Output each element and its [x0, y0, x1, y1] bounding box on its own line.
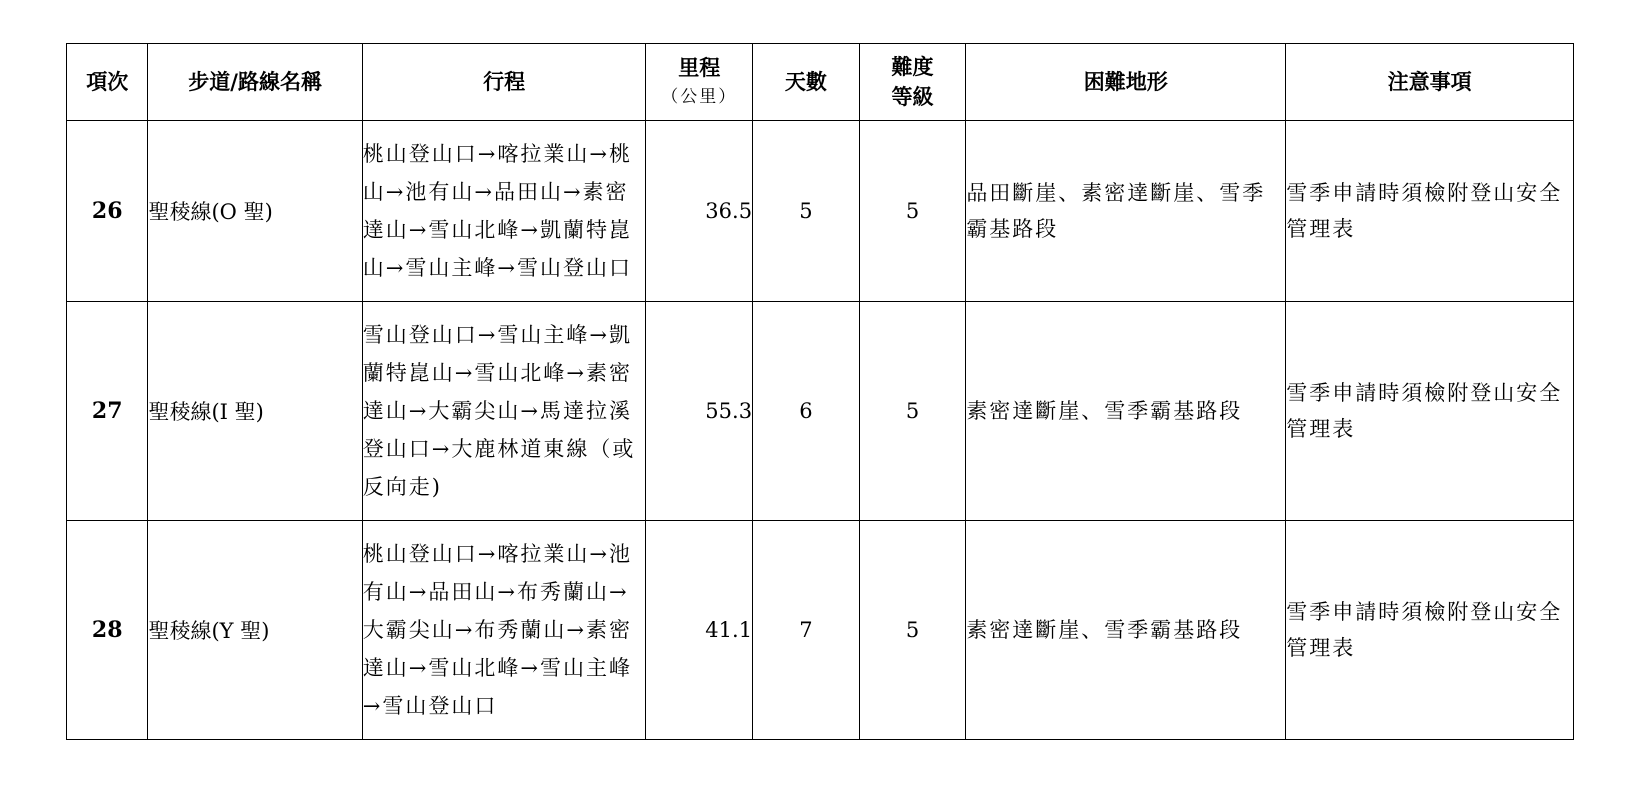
row-itinerary: 桃山登山口→喀拉業山→池有山→品田山→布秀蘭山→大霸尖山→布秀蘭山→素密達山→雪山北峰→雪山主峰→雪山登山口 — [362, 521, 646, 740]
header-notes: 注意事項 — [1286, 44, 1574, 121]
row-terrain: 素密達斷崖、雪季霸基路段 — [966, 521, 1286, 740]
row-days: 6 — [753, 302, 860, 521]
header-days: 天數 — [753, 44, 860, 121]
row-distance: 41.1 — [646, 521, 753, 740]
header-distance — [646, 44, 753, 121]
row-notes: 雪季申請時須檢附登山安全管理表 — [1286, 521, 1574, 740]
row-itinerary: 雪山登山口→雪山主峰→凱蘭特崑山→雪山北峰→素密達山→大霸尖山→馬達拉溪登山口→大鹿林道東線（或反向走) — [362, 302, 646, 521]
header-row — [67, 44, 1574, 121]
table-row — [67, 521, 1574, 740]
table-header — [67, 44, 1574, 121]
row-no: 27 — [67, 302, 148, 521]
row-route-name: 聖稜線(O 聖) — [148, 121, 362, 302]
row-terrain: 素密達斷崖、雪季霸基路段 — [966, 302, 1286, 521]
row-difficulty: 5 — [859, 521, 966, 740]
header-no: 項次 — [67, 44, 148, 121]
header-terrain: 困難地形 — [966, 44, 1286, 121]
header-itinerary: 行程 — [362, 44, 646, 121]
trail-route-table — [66, 43, 1574, 740]
table-row — [67, 302, 1574, 521]
row-difficulty: 5 — [859, 121, 966, 302]
row-route-name: 聖稜線(Y 聖) — [148, 521, 362, 740]
row-days: 5 — [753, 121, 860, 302]
row-days: 7 — [753, 521, 860, 740]
row-no: 28 — [67, 521, 148, 740]
table-body — [67, 121, 1574, 740]
header-difficulty — [859, 44, 966, 121]
row-distance: 36.5 — [646, 121, 753, 302]
row-notes: 雪季申請時須檢附登山安全管理表 — [1286, 302, 1574, 521]
table-row — [67, 121, 1574, 302]
row-no: 26 — [67, 121, 148, 302]
row-itinerary: 桃山登山口→喀拉業山→桃山→池有山→品田山→素密達山→雪山北峰→凱蘭特崑山→雪山主峰→雪山登山口 — [362, 121, 646, 302]
row-route-name: 聖稜線(I 聖) — [148, 302, 362, 521]
header-name: 步道/路線名稱 — [148, 44, 362, 121]
row-notes: 雪季申請時須檢附登山安全管理表 — [1286, 121, 1574, 302]
row-difficulty: 5 — [859, 302, 966, 521]
row-distance: 55.3 — [646, 302, 753, 521]
row-terrain: 品田斷崖、素密達斷崖、雪季霸基路段 — [966, 121, 1286, 302]
header-distance-label: 里程 — [678, 55, 721, 80]
header-difficulty-line1: 難度 — [891, 54, 934, 79]
header-difficulty-line2: 等級 — [891, 84, 934, 109]
header-distance-unit: （公里） — [661, 87, 738, 107]
